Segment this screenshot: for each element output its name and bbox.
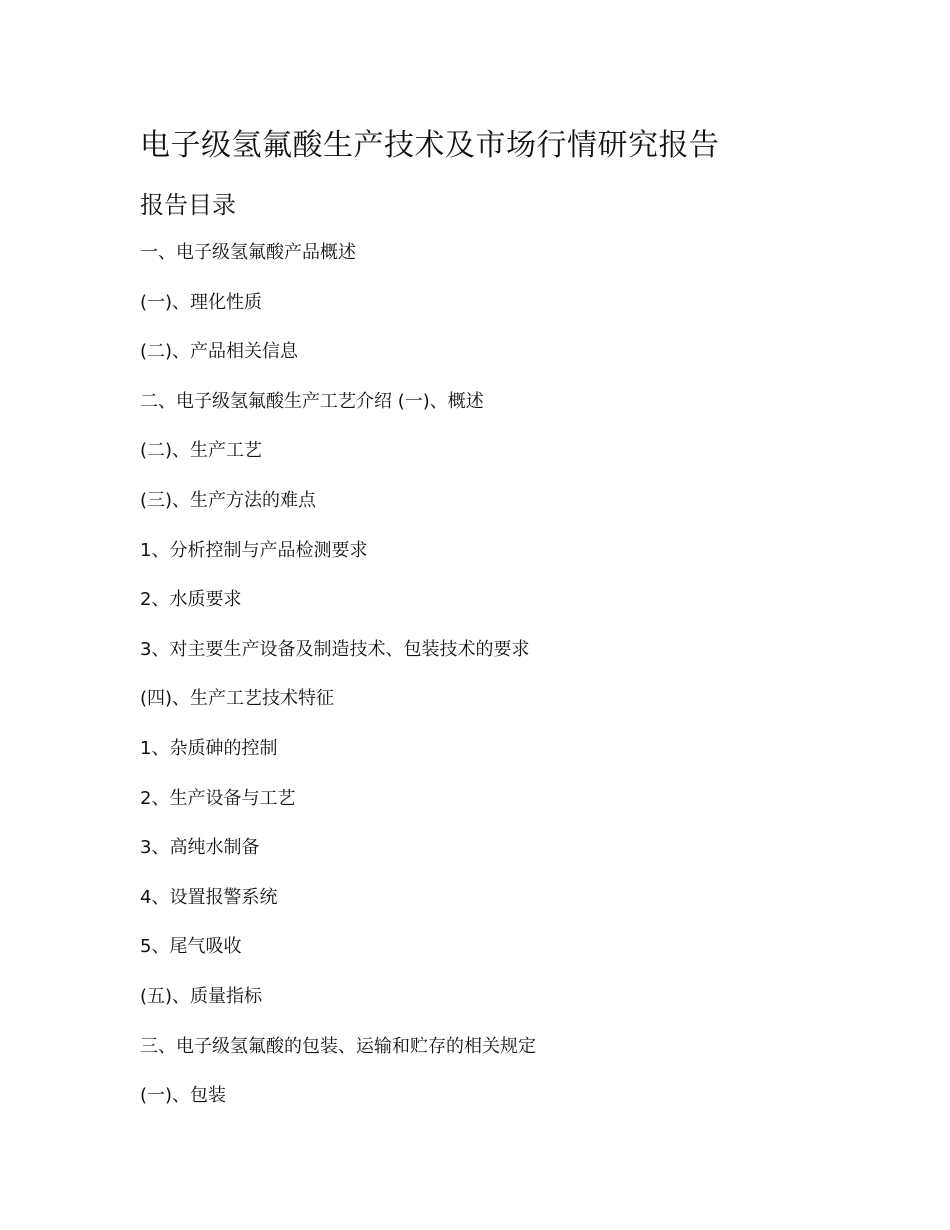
- toc-item: (三)、生产方法的难点: [140, 490, 317, 511]
- toc-item: 3、高纯水制备: [140, 837, 260, 858]
- toc-item: 1、分析控制与产品检测要求: [140, 540, 368, 561]
- toc-item: 3、对主要生产设备及制造技术、包装技术的要求: [140, 639, 530, 660]
- toc-item: 三、电子级氢氟酸的包装、运输和贮存的相关规定: [140, 1036, 536, 1057]
- toc-item: 2、生产设备与工艺: [140, 788, 296, 809]
- toc-item: 5、尾气吸收: [140, 936, 242, 957]
- toc-item: (一)、理化性质: [140, 292, 263, 313]
- toc-item: (二)、产品相关信息: [140, 341, 299, 362]
- document-title: 电子级氢氟酸生产技术及市场行情研究报告: [140, 128, 720, 163]
- toc-item: 一、电子级氢氟酸产品概述: [140, 242, 356, 263]
- toc-heading: 报告目录: [140, 191, 236, 219]
- toc-item: 2、水质要求: [140, 589, 242, 610]
- toc-item: 1、杂质砷的控制: [140, 738, 278, 759]
- toc-item: (一)、包装: [140, 1085, 227, 1106]
- toc-item: 二、电子级氢氟酸生产工艺介绍 (一)、概述: [140, 391, 484, 412]
- toc-item: 4、设置报警系统: [140, 887, 278, 908]
- toc-item: (二)、生产工艺: [140, 440, 263, 461]
- toc-item: (五)、质量指标: [140, 986, 263, 1007]
- toc-item: (四)、生产工艺技术特征: [140, 688, 335, 709]
